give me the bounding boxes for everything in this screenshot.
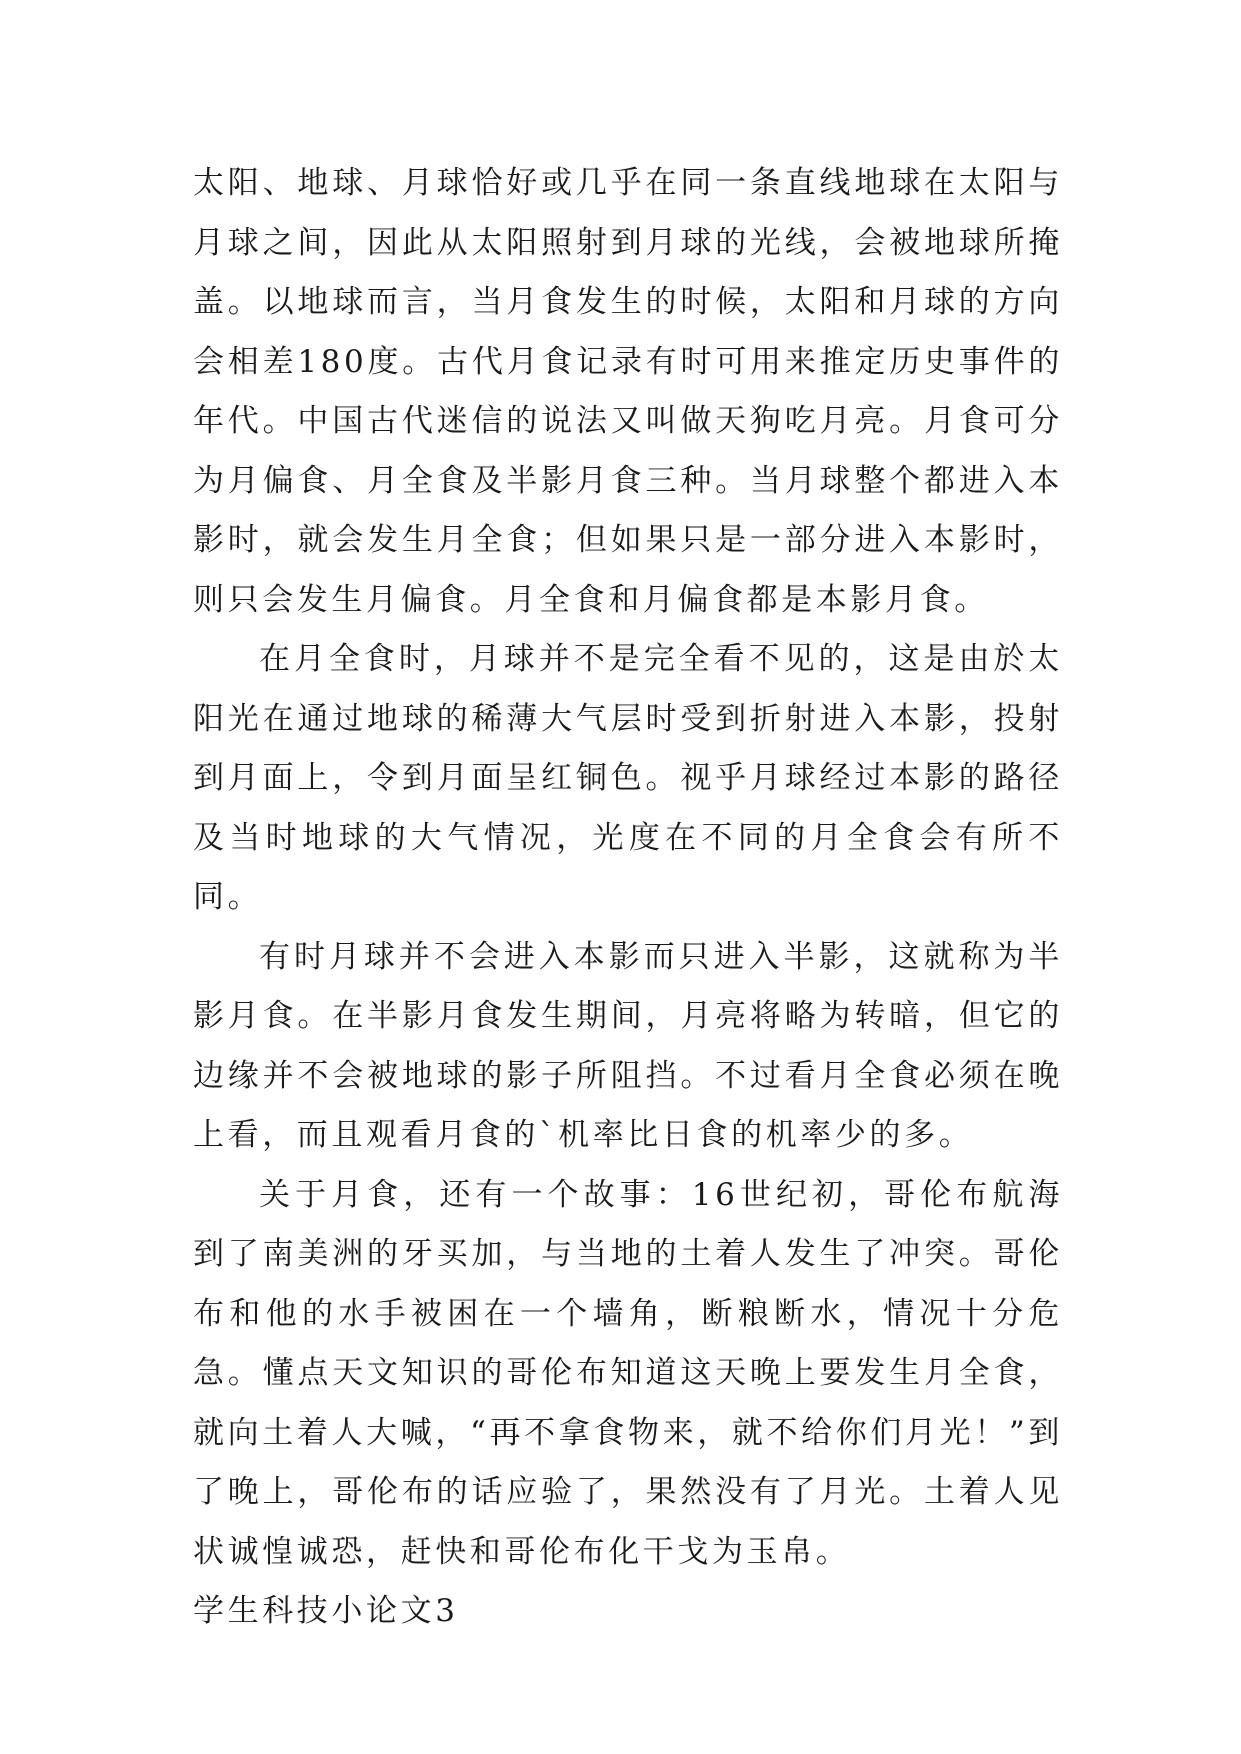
paragraph-lunar-eclipse-definition: 太阳、地球、月球恰好或几乎在同一条直线地球在太阳与月球之间，因此从太阳照射到月球的光线，会被地球所掩盖。以地球而言，当月食发生的时候，太阳和月球的方向会相差180度。古代月食记录有时可用来推定历史事件的年代。中国古代迷信的说法又叫做天狗吃月亮。月食可分为月偏食、月全食及半影月食三种。当月球整个都进入本影时，就会发生月全食；但如果只是一部分进入本影时，则只会发生月偏食。月全食和月偏食都是本影月食。: [193, 165, 1063, 618]
section-heading: 学生科技小论文3: [193, 1593, 459, 1629]
paragraph-columbus-story: 关于月食，还有一个故事：16世纪初，哥伦布航海到了南美洲的牙买加，与当地的土着人发生了冲突。哥伦布和他的水手被困在一个墙角，断粮断水，情况十分危急。懂点天文知识的哥伦布知道这天晚上要发生月全食，就向土着人大喊，“再不拿食物来，就不给你们月光！”到了晚上，哥伦布的话应验了，果然没有了月光。土着人见状诚惶诚恐，赶快和哥伦布化干戈为玉帛。: [193, 1176, 1063, 1570]
paragraph-total-eclipse-color: 在月全食时，月球并不是完全看不见的，这是由於太阳光在通过地球的稀薄大气层时受到折射进入本影，投射到月面上，令到月面呈红铜色。视乎月球经过本影的路径及当时地球的大气情况，光度在不同的月全食会有所不同。: [193, 641, 1063, 915]
document-body: [193, 154, 1063, 1642]
paragraph-penumbral-eclipse: 有时月球并不会进入本影而只进入半影，这就称为半影月食。在半影月食发生期间，月亮将略为转暗，但它的边缘并不会被地球的影子所阻挡。不过看月全食必须在晚上看，而且观看月食的`机率比日食的机率少的多。: [193, 938, 1063, 1153]
